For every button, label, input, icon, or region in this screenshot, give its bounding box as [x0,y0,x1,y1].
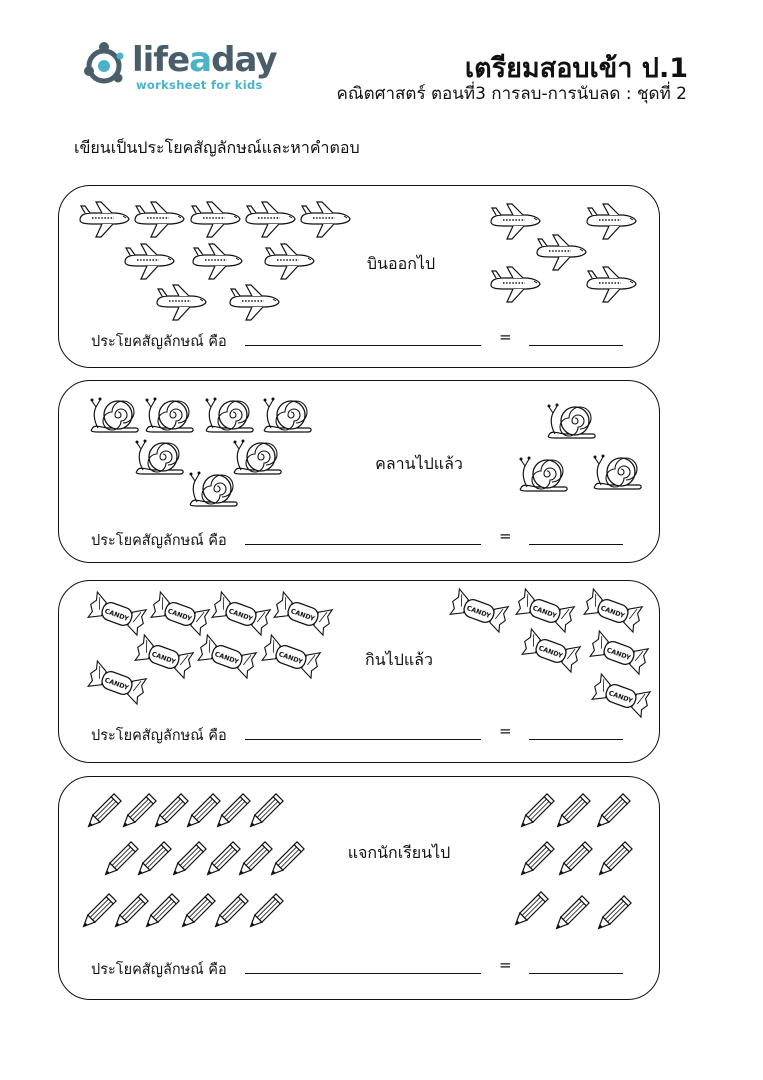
pencil-icon [596,842,632,878]
candy-icon [582,588,644,633]
pencil-icon [594,794,630,830]
pencil-icon [268,842,304,878]
molecule-logo-icon [82,38,132,88]
snail-icon [190,472,238,507]
pencil-icon [518,842,554,878]
equals-sign: = [499,722,512,740]
airplane-icon [587,267,636,302]
candy-icon [272,591,334,636]
brand-name: lifeaday [132,40,277,80]
pencil-icon [247,894,283,930]
candy-icon [133,634,195,679]
airplane-icon [537,235,586,270]
instruction-text: เขียนเป็นประโยคสัญลักษณ์และหาคำตอบ [74,138,360,157]
equation-row [91,956,629,980]
airplane-icon [246,202,295,237]
brand-tagline: worksheet for kids [136,78,263,92]
candy-icon [588,630,650,675]
page-title: เตรียมสอบเข้า ป.1 [464,53,688,84]
page-subtitle: คณิตศาสตร์ ตอนที่3 การลบ-การนับลด : ชุดที่ 2 [336,84,687,104]
equation-row [91,328,629,352]
airplane-icon [491,204,540,239]
airplane-icon [191,202,240,237]
airplane-icon [125,244,174,279]
equation-label: ประโยคสัญลักษณ์ คือ [91,334,227,350]
action-label: คลานไปแล้ว [375,454,463,473]
snail-icon [548,404,596,439]
candy-icon [448,588,510,633]
pencil-icon [170,842,206,878]
action-label: บินออกไป [366,254,436,273]
pencil-icon [214,794,250,830]
pencil-icon [120,794,156,830]
equation-row [91,527,629,551]
equals-sign: = [499,527,512,545]
pencil-icon [204,842,240,878]
airplane-icon [193,244,242,279]
snail-icon [91,398,139,433]
candy-icon [260,634,322,679]
pencil-icon [152,794,188,830]
snail-icon [594,455,642,490]
pencil-icon [80,894,116,930]
pencil-icon [556,842,592,878]
pencil-icon [184,794,220,830]
result-answer-line[interactable] [529,739,623,740]
snail-icon [520,457,568,492]
problem-box-4 [58,776,660,1000]
snail-icon [136,440,184,475]
equation-row [91,722,629,746]
airplane-icon [265,244,314,279]
snail-icon [206,398,254,433]
equation-answer-line[interactable] [245,345,481,346]
pencil-icon [518,794,554,830]
airplane-icon [80,202,129,237]
pencil-icon [212,894,248,930]
pencil-icon [85,794,121,830]
candy-icon [520,628,582,673]
pencil-icon [135,842,171,878]
pencil-icon [179,894,215,930]
candy-icon [514,588,576,633]
result-answer-line[interactable] [529,345,623,346]
candy-icon [590,673,652,718]
candy-icon [196,634,258,679]
airplane-icon [157,285,206,320]
airplane-icon [301,202,350,237]
airplane-icon [230,285,279,320]
pencil-icon [143,894,179,930]
equation-answer-line[interactable] [245,739,481,740]
snail-icon [264,398,312,433]
equation-answer-line[interactable] [245,544,481,545]
snail-icon [146,398,194,433]
equation-label: ประโยคสัญลักษณ์ คือ [91,962,227,978]
equation-label: ประโยคสัญลักษณ์ คือ [91,728,227,744]
brand-logo [82,38,277,96]
candy-icon [86,660,148,705]
pencil-icon [554,794,590,830]
pencil-icon [102,842,138,878]
snail-icon [234,440,282,475]
problem-box-1 [58,185,660,368]
candy-icon [149,591,211,636]
equation-label: ประโยคสัญลักษณ์ คือ [91,533,227,549]
pencil-icon [112,894,148,930]
airplane-icon [135,202,184,237]
action-label: กินไปแล้ว [365,650,433,669]
airplane-icon [491,267,540,302]
equation-answer-line[interactable] [245,973,481,974]
pencil-icon [247,794,283,830]
problem-box-2 [58,380,660,563]
action-label: แจกนักเรียนไป [347,843,451,862]
equals-sign: = [499,328,512,346]
airplane-icon [587,204,636,239]
equals-sign: = [499,956,512,974]
result-answer-line[interactable] [529,973,623,974]
pencil-icon [236,842,272,878]
candy-icon [210,591,272,636]
pencil-icon [553,896,589,932]
problem-box-3 [58,580,660,763]
pencil-icon [595,896,631,932]
candy-icon [86,591,148,636]
result-answer-line[interactable] [529,544,623,545]
pencil-icon [512,892,548,928]
